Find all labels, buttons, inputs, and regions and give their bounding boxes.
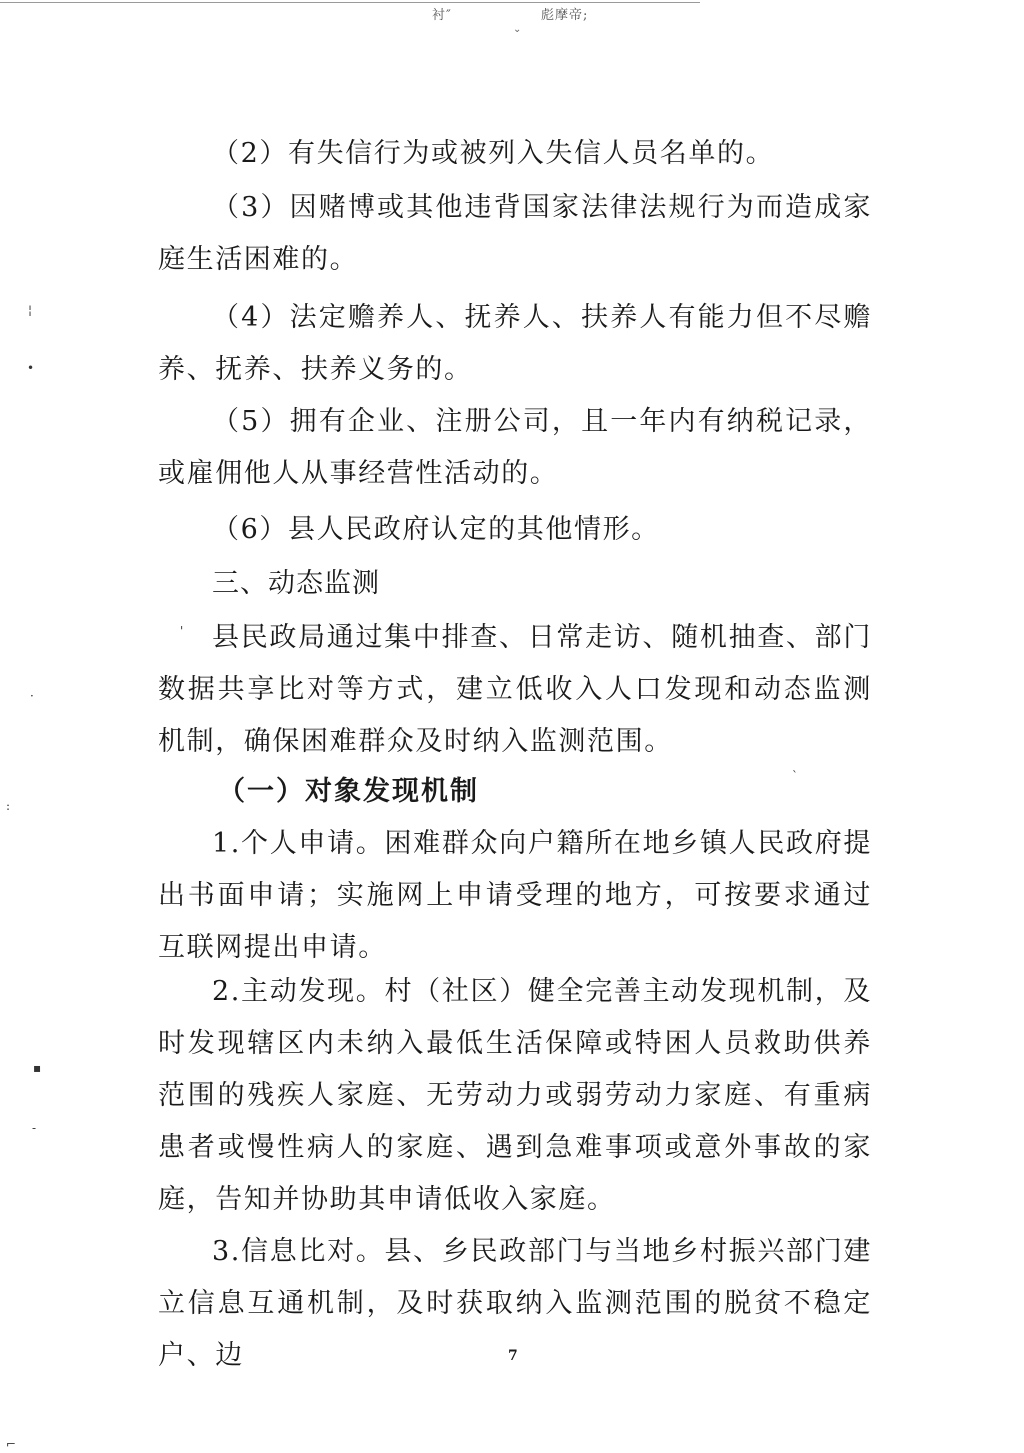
margin-speck: ` bbox=[792, 769, 798, 783]
paragraph-item-5: （5）拥有企业、注册公司，且一年内有纳税记录，或雇佣他人从事经营性活动的。 bbox=[158, 406, 872, 489]
margin-speck: ¦ bbox=[28, 303, 33, 317]
margin-speck: ▪ bbox=[33, 1061, 42, 1075]
margin-speck: ' bbox=[180, 624, 184, 638]
paragraph-item-2: （2）有失信行为或被列入失信人员名单的。 bbox=[212, 138, 775, 169]
paragraph-item-4: （4）法定赡养人、抚养人、扶养人有能力但不尽赡养、抚养、扶养义务的。 bbox=[158, 302, 872, 385]
list-item: 1.个人申请。困难群众向户籍所在地乡镇人民政府提出书面申请；实施网上申请受理的地方，可按要求通过互联网提出申请。 bbox=[158, 828, 872, 963]
section-intro: 县民政局通过集中排查、日常走访、随机抽查、部门数据共享比对等方式，建立低收入人口发现和动态监测机制，确保困难群众及时纳入监测范围。 bbox=[158, 622, 872, 757]
list-item: 3.信息比对。县、乡民政部门与当地乡村振兴部门建立信息互通机制，及时获取纳入监测范围的脱贫不稳定户、边 bbox=[158, 1236, 872, 1371]
header-smudge-left: 衬​″ bbox=[432, 8, 452, 23]
header-smudge-right: 彪摩帝; bbox=[541, 8, 589, 23]
list-item: 2.主动发现。村（社区）健全完善主动发现机制，及时发现辖区内未纳入最低生活保障或特困人员救助供养范围的残疾人家庭、无劳动力或弱劳动力家庭、有重病患者或慢性病人的家庭、遇到急难事项或意外事故的家庭，告知并协助其申请低收入家庭。 bbox=[158, 976, 872, 1215]
section-heading: 三、动态监测 bbox=[212, 568, 380, 599]
subsection-heading: （一）对象发现机制 bbox=[218, 776, 479, 807]
scan-speck: ⌄ bbox=[513, 24, 522, 35]
top-scan-rule bbox=[0, 2, 700, 3]
margin-speck: : bbox=[6, 799, 11, 813]
page-number: 7 bbox=[508, 1348, 518, 1364]
paragraph-item-3: （3）因赌博或其他违背国家法律法规行为而造成家庭生活困难的。 bbox=[158, 192, 872, 275]
paragraph-item-6: （6）县人民政府认定的其他情形。 bbox=[212, 514, 660, 545]
margin-speck: - bbox=[32, 1121, 37, 1135]
margin-speck: · bbox=[30, 689, 34, 703]
margin-speck: ⌐ bbox=[6, 1437, 17, 1451]
margin-speck: • bbox=[27, 361, 35, 375]
